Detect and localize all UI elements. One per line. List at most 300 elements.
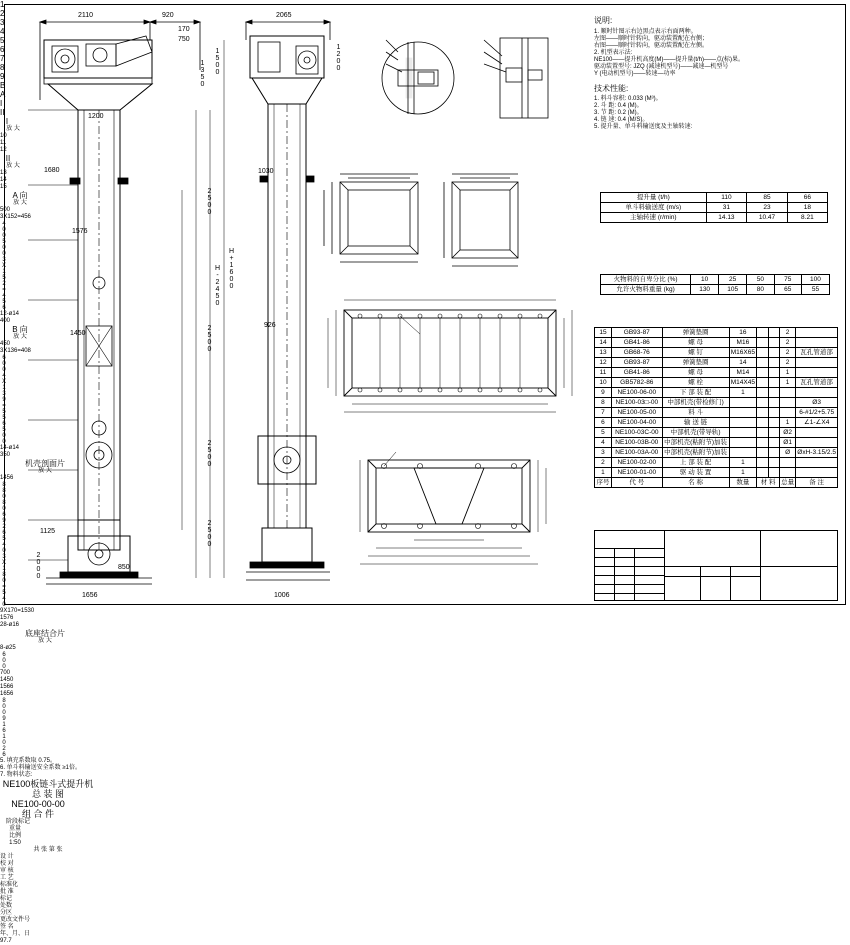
tech-line-0: 1. 料斗容积: 0.033 (M³)。 [594, 96, 662, 102]
mat-c13: 80 [747, 285, 774, 295]
dim-base-1566: 1566 [0, 684, 14, 690]
tb-field-review: 审 核 [0, 868, 14, 874]
balloon-3: 3 [0, 18, 5, 27]
bom-code: NE100-06-00 [611, 388, 662, 398]
bom-qty: 14 [729, 358, 757, 368]
bom-rem: 瓦孔管道部 [796, 348, 838, 358]
bom-w2: 2 [779, 348, 795, 358]
tech-heading: 技术性能: [594, 84, 629, 93]
dim-2110: 2110 [78, 12, 94, 19]
bom-no: 13 [595, 348, 612, 358]
bom-w2 [779, 408, 795, 418]
bom-qty: M14 [729, 368, 757, 378]
bom-qty [729, 438, 757, 448]
table-row [595, 358, 838, 368]
section-marker-I: I [0, 99, 3, 108]
bom-w2: 1 [779, 378, 795, 388]
bom-w2: 1 [779, 368, 795, 378]
bom-no: 10 [595, 378, 612, 388]
tech-tail-1: 6. 单斗料输送安全系数 ≥1倍。 [0, 765, 81, 771]
section-marker-B: B [0, 81, 6, 90]
dim-viewB-350: 350 [0, 452, 11, 458]
dim-1576: 1576 [72, 228, 88, 235]
bom-code: NE100-03A-00 [611, 448, 662, 458]
bom-rem [796, 458, 838, 468]
detail-num-15: 15 [0, 184, 7, 190]
weight-label: 重量 [8, 826, 21, 832]
dim-viewB-holes: 14-ø14 [0, 445, 20, 451]
bom-no: 12 [595, 358, 612, 368]
dim-1200-side: 1200 [335, 44, 342, 72]
table-row [595, 468, 838, 478]
perf-v11: 23 [747, 203, 788, 213]
dim-base-800: 800 [1, 698, 7, 716]
tb-field-design: 设 计 [0, 854, 14, 860]
tech-line-1: 2. 斗 距: 0.4 (M)。 [594, 103, 643, 109]
dim-viewA-3x152b: 3X152=456 [1, 257, 7, 311]
dim-1006: 1006 [274, 592, 290, 599]
tb-divider-7 [594, 575, 664, 576]
dim-viewA-400b: 400 [0, 318, 11, 324]
stage-label: 阶段标记 [5, 819, 30, 825]
bom-no: 11 [595, 368, 612, 378]
bom-qty [729, 398, 757, 408]
bom-mat [757, 348, 768, 358]
tb-divider-8 [594, 584, 664, 585]
bom-w1 [768, 408, 779, 418]
dim-920: 920 [162, 12, 174, 19]
base-view-label: 底座结合片 [25, 629, 65, 638]
dim-850: 850 [118, 564, 130, 571]
bom-code: NE100-01-00 [611, 468, 662, 478]
dim-frame-1456: 1456 [0, 475, 14, 481]
bom-w2: 2 [779, 358, 795, 368]
bom-name: 下 部 装 配 [662, 388, 729, 398]
bom-code: NE100-04-00 [611, 418, 662, 428]
bom-rem [796, 388, 838, 398]
bom-qty: 1 [729, 458, 757, 468]
tb-field-approve: 批 准 [0, 889, 14, 895]
mat-c05: 100 [801, 275, 829, 285]
drawing-title-main: NE100板链斗式提升机 [2, 779, 94, 789]
perf-v20: 14.13 [706, 213, 747, 223]
table-row [595, 418, 838, 428]
bom-rem: 瓦孔管道部 [796, 378, 838, 388]
dim-base-916: 916 [1, 716, 7, 734]
dim-1680: 1680 [44, 167, 60, 174]
detail-II-sub: 放 大 [6, 163, 20, 169]
bom-mat [757, 378, 768, 388]
dim-750: 750 [178, 36, 190, 43]
bom-name: 中部机壳(粘附节)加装 [664, 449, 728, 456]
bom-rem: ∠1-∠X4 [796, 418, 838, 428]
table-row [601, 285, 830, 295]
bom-rem [796, 468, 838, 478]
note-line-4: NE100——提升机高度(M)——提升量(t/h)——点(标)果。 [594, 57, 745, 63]
bom-code: GB41-86 [611, 368, 662, 378]
balloon-7: 7 [0, 54, 5, 63]
bom-qty: M16X65 [730, 349, 755, 356]
bom-name: 中部机壳(粘附节)加装 [664, 439, 728, 446]
dim-926: 926 [264, 322, 276, 329]
dim-frame-540: 540 [1, 536, 7, 554]
performance-table [600, 192, 828, 223]
dim-2500-b: 2500 [206, 325, 213, 353]
note-line-1: 左图——顺时针转向，驱动装置配在右侧； [594, 36, 709, 42]
bom-qty: 16 [729, 328, 757, 338]
perf-label-2: 主轴转速 (r/min) [601, 213, 707, 223]
drawing-number: NE100-00-00 [11, 799, 65, 809]
bom-code: GB68-76 [611, 348, 662, 358]
bom-no: 4 [595, 438, 612, 448]
dim-frame-1576: 1576 [0, 615, 14, 621]
bom-qty [729, 428, 757, 438]
bom-qty [729, 408, 757, 418]
scale-value: 1:50 [9, 840, 21, 846]
bom-name: 驱 动 装 置 [662, 468, 729, 478]
dim-frame-806: 806 [1, 500, 7, 518]
bom-header-code: 代 号 [611, 478, 662, 488]
notes-heading: 说明: [594, 16, 613, 25]
bom-name: 螺 钉 [662, 348, 729, 358]
tb-divider-13 [730, 566, 731, 601]
bom-w2 [779, 388, 795, 398]
bom-name: 螺 母 [662, 368, 729, 378]
bom-rem [796, 338, 838, 348]
bom-mat [757, 418, 768, 428]
view-B-label: B 向 [12, 325, 28, 334]
assembly-label: 组 合 件 [21, 809, 54, 819]
table-row [601, 193, 828, 203]
bom-code: GB93-87 [611, 328, 662, 338]
tb-mark: 标记 [0, 896, 13, 902]
dim-viewA-3x152: 3X152=456 [0, 214, 31, 220]
bom-w2: 2 [779, 338, 795, 348]
bom-qty: M16 [729, 338, 757, 348]
table-row [595, 398, 838, 408]
bom-rem [796, 358, 838, 368]
bom-w2: Ø1 [779, 438, 795, 448]
bom-w1 [768, 378, 779, 388]
dim-2065: 2065 [276, 12, 292, 19]
view-A-sub: 放 大 [13, 200, 27, 206]
tech-tail-0: 5. 填充系数取 0.75。 [0, 758, 57, 764]
bom-qty: 1 [729, 468, 757, 478]
bom-mat [757, 458, 768, 468]
dim-2500-c: 2500 [206, 440, 213, 468]
perf-v02: 66 [787, 193, 827, 203]
dim-viewA-500b: 500 [1, 239, 7, 257]
dim-H2450: H-2450 [214, 265, 221, 307]
dim-frame-9x170: 9X170=1530 [0, 608, 35, 614]
balloon-2: 2 [0, 9, 5, 18]
mat-c12: 105 [719, 285, 747, 295]
bom-header-rem: 备 注 [796, 478, 838, 488]
dim-1125: 1125 [40, 528, 56, 535]
bom-mat [757, 468, 768, 478]
bom-mat [757, 428, 768, 438]
bom-no: 7 [595, 408, 612, 418]
detail-num-11: 11 [0, 140, 7, 146]
bom-table [594, 327, 838, 488]
note-line-3: 2. 机型表示法: [594, 50, 633, 56]
bom-rem: 6-#1/2+5.75 [796, 408, 838, 418]
mat-c14: 65 [774, 285, 801, 295]
bom-no: 1 [595, 468, 612, 478]
bom-w1 [768, 418, 779, 428]
bom-rem [796, 368, 838, 378]
view-B-sub: 放 大 [13, 334, 27, 340]
dim-viewB-600: 600 [1, 355, 7, 373]
dim-base-1026: 1026 [1, 734, 7, 758]
tb-divider-14 [664, 576, 760, 577]
perf-v21: 10.47 [747, 213, 788, 223]
perf-v10: 31 [706, 203, 747, 213]
bom-no: 6 [595, 418, 612, 428]
bom-no: 14 [595, 338, 612, 348]
note-line-2: 右图——顺时针转向，驱动装置配在左侧。 [594, 43, 709, 49]
mat-c04: 75 [774, 275, 801, 285]
dim-frame-3x180: 3X180=540 [1, 554, 7, 608]
perf-label-1: 单斗料输送度 (m/s) [601, 203, 707, 213]
bom-rem [796, 428, 838, 438]
tech-line-2: 3. 节 距: 0.2 (M)。 [594, 110, 643, 116]
bom-mat [757, 358, 768, 368]
tech-line-4: 5. 提升量、单斗料输送度及主轴转速: [594, 124, 693, 130]
table-row [595, 438, 838, 448]
bom-w1 [768, 338, 779, 348]
bom-code: NE100-05-00 [611, 408, 662, 418]
tb-divider-11 [634, 548, 635, 601]
dim-base-600: 600 [1, 652, 7, 670]
bom-header-no: 序号 [596, 479, 610, 486]
bom-qty: 1 [729, 388, 757, 398]
bom-no: 5 [595, 428, 612, 438]
dim-base-700: 700 [0, 670, 11, 676]
mat-label-1: 允许火物料重量 (kg) [601, 285, 691, 295]
mat-label-0: 火物料的自卑分比 (%) [601, 275, 691, 285]
bom-rem: Ø3 [796, 398, 838, 408]
bom-rem [796, 438, 838, 448]
mass-value: 97.7 [0, 938, 12, 944]
bom-name: 弹簧垫圈 [662, 358, 729, 368]
detail-num-12: 12 [0, 147, 7, 153]
dim-1350: 1350 [199, 60, 206, 88]
bom-qty: M14X45 [730, 379, 755, 386]
dim-1030: 1030 [258, 168, 274, 175]
bom-no: 3 [595, 448, 612, 458]
bom-no: 15 [595, 328, 612, 338]
sheet-count-label: 共 张 第 张 [33, 847, 63, 853]
bom-code: GB93-87 [611, 358, 662, 368]
tb-zone: 分区 [0, 910, 13, 916]
note-line-5: 驱动装置型号: JZQ (减速机型号)——减速—机型号 [594, 64, 729, 70]
bom-mat [757, 388, 768, 398]
table-row [601, 213, 828, 223]
bom-w2 [779, 398, 795, 408]
bom-w2: Ø2 [779, 428, 795, 438]
frame-view-label: 机壳剖面片 [25, 459, 65, 468]
dim-viewB-3x136: 3X136=408 [0, 348, 31, 354]
perf-label-0: 提升量 (t/h) [601, 193, 707, 203]
dim-viewA-400: 400 [1, 221, 7, 239]
dim-1656: 1656 [82, 592, 98, 599]
tb-divider-5 [594, 557, 664, 558]
dim-1500: 1500 [214, 48, 221, 76]
tb-divider-10 [614, 548, 615, 601]
detail-I-label: I [5, 117, 9, 126]
detail-II-label: II [5, 154, 11, 163]
view-A-label: A 向 [12, 191, 28, 200]
dim-viewB-4x139: 4X139=556 [1, 373, 7, 427]
drawing-title-sub: 总 装 图 [31, 789, 64, 799]
bom-name: 螺 栓 [662, 378, 729, 388]
tech-tail-2: 7. 物料状态: [0, 772, 33, 778]
tb-field-process: 工 艺 [0, 875, 14, 881]
note-line-6: Y (电动机型号)——转速—功率 [594, 71, 676, 77]
mat-c11: 130 [691, 285, 719, 295]
bom-w1 [768, 388, 779, 398]
bom-header-row [595, 478, 838, 488]
dim-viewA-500: 500 [0, 207, 11, 213]
dim-viewB-500: 500 [1, 427, 7, 445]
table-row [595, 378, 838, 388]
dim-H1600: H+1600 [228, 248, 235, 290]
table-row [595, 408, 838, 418]
bom-mat [757, 448, 768, 458]
bom-w1 [768, 328, 779, 338]
bom-rem [796, 328, 838, 338]
mat-c02: 25 [719, 275, 747, 285]
bom-name: 输 送 链 [662, 418, 729, 428]
bom-w1 [768, 468, 779, 478]
perf-v01: 85 [747, 193, 788, 203]
bom-mat [757, 328, 768, 338]
bom-mat [757, 438, 768, 448]
bom-qty [729, 418, 757, 428]
bom-w2: 1 [779, 418, 795, 428]
bom-mat [757, 398, 768, 408]
dim-base-8holes: 8-ø25 [0, 645, 16, 651]
bom-no: 9 [595, 388, 612, 398]
bom-code: NE100-02-00 [611, 458, 662, 468]
bom-w2: Ø [779, 448, 795, 458]
tb-date: 年、月、日 [0, 931, 31, 937]
bom-name: 上 部 装 配 [662, 458, 729, 468]
dim-170: 170 [178, 26, 190, 33]
tb-qty: 处数 [0, 903, 13, 909]
table-row [595, 368, 838, 378]
bom-name: 中部机壳(带导轨) [662, 428, 729, 438]
mat-c01: 10 [691, 275, 719, 285]
bom-name: 弹簧垫圈 [662, 328, 729, 338]
detail-num-10: 10 [0, 133, 7, 139]
bom-w1 [768, 368, 779, 378]
mat-c03: 50 [747, 275, 774, 285]
section-marker-A: A [0, 90, 6, 99]
frame-view-sub: 放 大 [38, 468, 52, 474]
bom-header-w: 总量 [781, 479, 795, 486]
scale-label: 比例 [8, 833, 21, 839]
bom-w2 [779, 458, 795, 468]
bom-w1 [768, 428, 779, 438]
balloon-8: 8 [0, 63, 5, 72]
tb-docno: 更改文件号 [0, 917, 31, 923]
dim-1450: 1450 [70, 330, 86, 337]
notes-block [594, 16, 838, 131]
tb-sign: 签 名 [0, 924, 14, 930]
bom-w1 [768, 398, 779, 408]
bom-qty [729, 448, 757, 458]
detail-I-sub: 放 大 [6, 126, 20, 132]
table-row [601, 275, 830, 285]
detail-num-14: 14 [0, 177, 7, 183]
dim-viewA-holes: 12-ø14 [0, 311, 20, 317]
bom-w1 [768, 458, 779, 468]
bom-header-mat: 材 料 [757, 478, 780, 488]
balloon-1: 1 [0, 0, 5, 9]
bom-code: NE100-03B-00 [611, 438, 662, 448]
tb-field-check: 校 对 [0, 861, 14, 867]
dim-viewB-450: 450 [0, 341, 11, 347]
bom-w1 [768, 448, 779, 458]
perf-v00: 110 [706, 193, 747, 203]
balloon-6: 6 [0, 45, 5, 54]
material-table [600, 274, 830, 295]
bom-mat [757, 338, 768, 348]
table-row [595, 458, 838, 468]
bom-name: 料 斗 [662, 408, 729, 418]
dim-base-1450: 1450 [0, 677, 14, 683]
dim-2000: 2000 [35, 552, 42, 580]
bom-w1 [768, 348, 779, 358]
table-row [601, 203, 828, 213]
bom-mat [757, 368, 768, 378]
perf-v12: 18 [787, 203, 827, 213]
bom-w2: 2 [779, 328, 795, 338]
bom-name: 中部机壳(带检修门) [662, 398, 729, 408]
tb-field-standard: 标准化 [0, 882, 19, 888]
table-row [595, 328, 838, 338]
table-row [595, 448, 838, 458]
tb-divider-15 [760, 566, 838, 567]
bom-rem: ØxH-3.15/2.5 [797, 449, 836, 456]
table-row [595, 338, 838, 348]
table-row [595, 348, 838, 358]
bom-w1 [768, 358, 779, 368]
tb-divider-12 [700, 566, 701, 601]
perf-v22: 8.21 [787, 213, 827, 223]
detail-num-13: 13 [0, 170, 7, 176]
dim-frame-880: 880 [1, 482, 7, 500]
dim-base-1656: 1656 [0, 691, 14, 697]
dim-frame-926: 926 [1, 518, 7, 536]
bom-no: 8 [595, 398, 612, 408]
bom-header-qty: 数量 [729, 478, 757, 488]
bom-mat [757, 408, 768, 418]
bom-code: NE100-03□-00 [611, 398, 662, 408]
balloon-9: 9 [0, 72, 5, 81]
tb-divider-9 [594, 593, 664, 594]
dim-2500-a: 2500 [206, 188, 213, 216]
bom-name: 螺 母 [662, 338, 729, 348]
table-row [595, 428, 838, 438]
bom-code: GB41-86 [611, 338, 662, 348]
dim-frame-28holes: 28-ø16 [0, 622, 20, 628]
tb-divider-4 [594, 548, 664, 549]
bom-code: GB5782-86 [611, 378, 662, 388]
dim-2500-d: 2500 [206, 520, 213, 548]
